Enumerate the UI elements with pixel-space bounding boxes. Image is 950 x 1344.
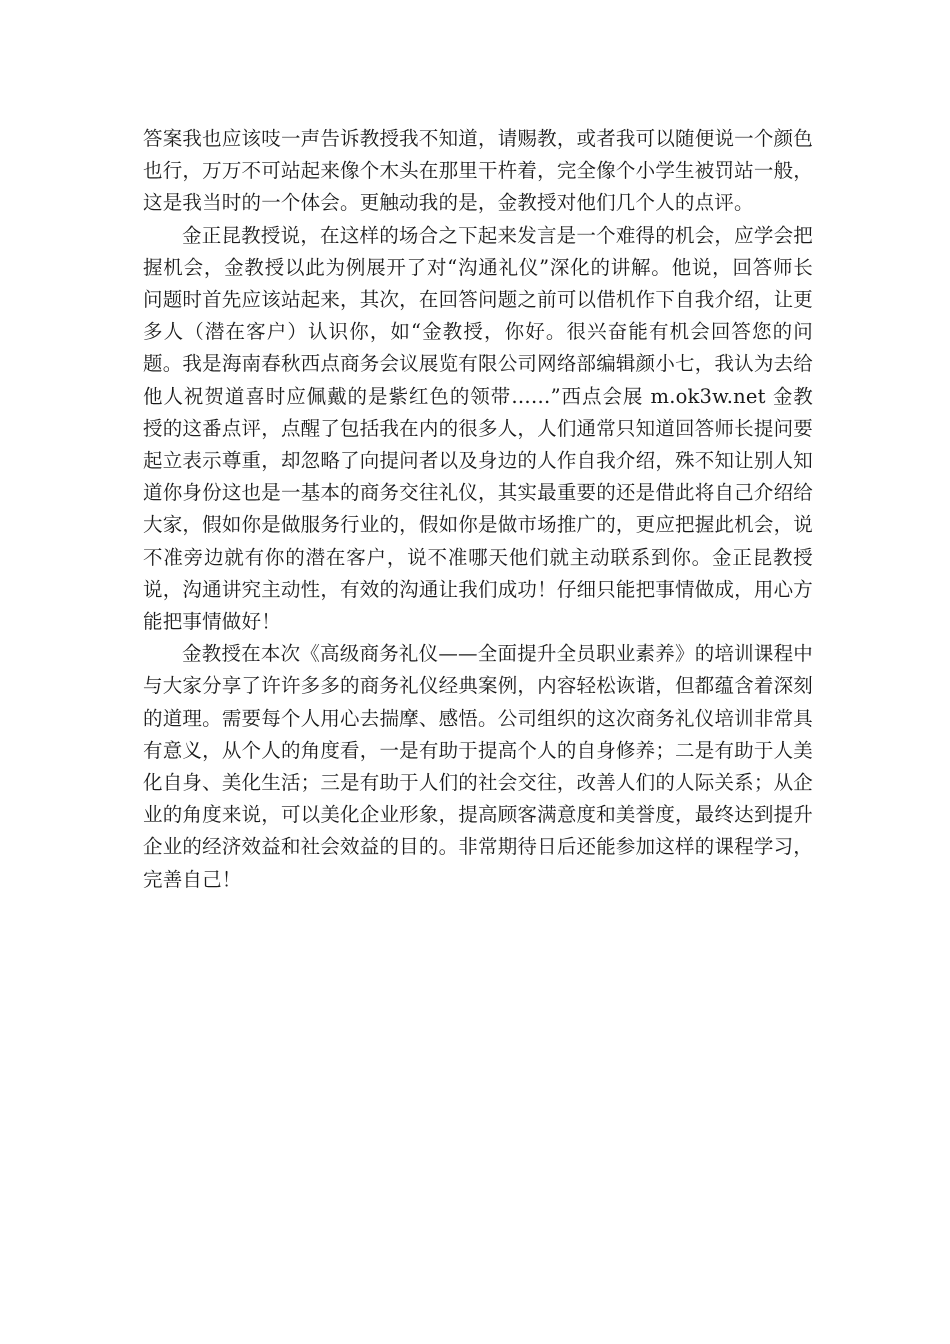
paragraph-3: 金教授在本次《高级商务礼仪——全面提升全员职业素养》的培训课程中与大家分享了许许多多的商务礼仪经典案例，内容轻松诙谐，但都蕴含着深刻的道理。需要每个人用心去揣摩、感悟。公司组织的这次商务礼仪培训非常具有意义，从个人的角度看，一是有助于提高个人的自身修养；二是有助于人美化自身、美化生活；三是有助于人们的社会交往，改善人们的人际关系；从企业的角度来说，可以美化企业形象，提高顾客满意度和美誉度，最终达到提升企业的经济效益和社会效益的目的。非常期待日后还能参加这样的课程学习，完善自己！ xyxy=(143,642,813,891)
paragraph-2: 金正昆教授说，在这样的场合之下起来发言是一个难得的机会，应学会把握机会，金教授以此为例展开了对“沟通礼仪”深化的讲解。他说，回答师长问题时首先应该站起来，其次，在回答问题之前可以借机作下自我介绍，让更多人（潜在客户）认识你，如“金教授，你好。很兴奋能有机会回答您的问题。我是海南春秋西点商务会议展览有限公司网络部编辑颜小七，我认为去给他人祝贺道喜时应佩戴的是紫红色的领带……”西点会展 m.ok3w.net 金教授的这番点评，点醒了包括我在内的很多人，人们通常只知道回答师长提问要起立表示尊重，却忽略了向提问者以及身边的人作自我介绍，殊不知让别人知道你身份这也是一基本的商务交往礼仪，其实最重要的还是借此将自己介绍给大家，假如你是做服务行业的，假如你是做市场推广的，更应把握此机会，说不准旁边就有你的潜在客户，说不准哪天他们就主动联系到你。金正昆教授说，沟通讲究主动性，有效的沟通让我们成功！仔细只能把事情做成，用心方能把事情做好！ xyxy=(143,223,813,634)
document-body xyxy=(143,123,813,896)
paragraph-1: 答案我也应该吱一声告诉教授我不知道，请赐教，或者我可以随便说一个颜色也行，万万不可站起来像个木头在那里干杵着，完全像个小学生被罚站一般，这是我当时的一个体会。更触动我的是，金教授对他们几个人的点评。 xyxy=(143,127,813,215)
